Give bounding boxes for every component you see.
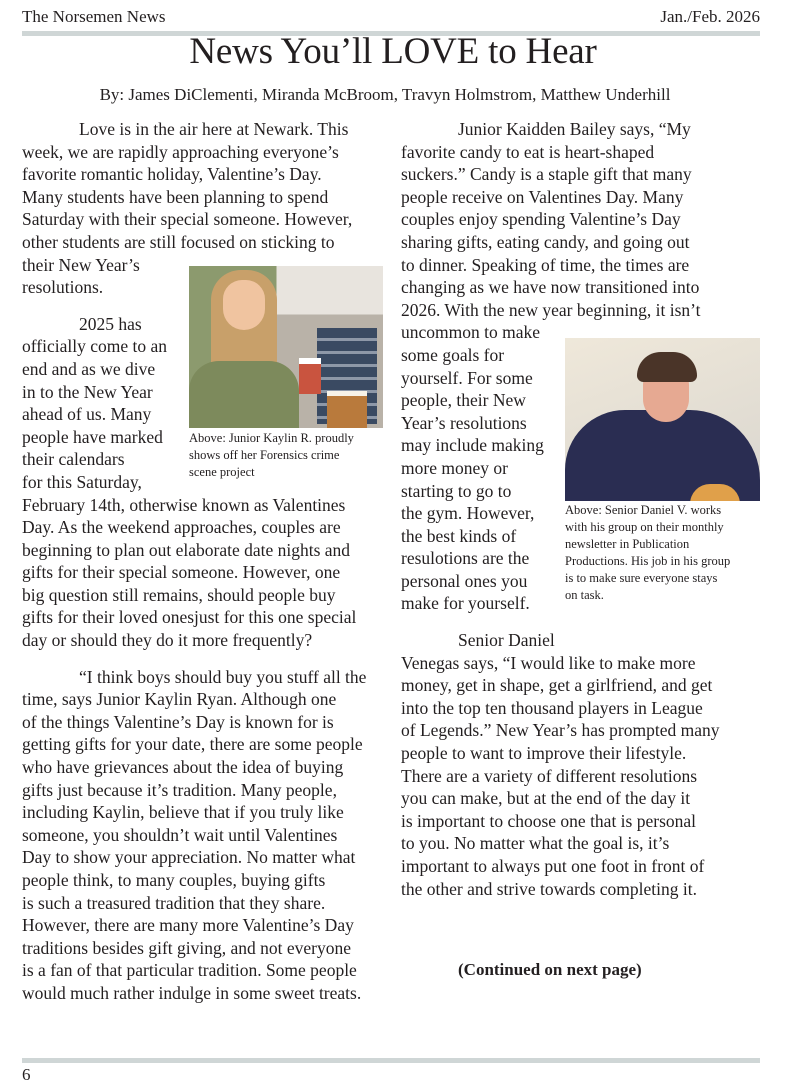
text-line: week, we are rapidly approaching everyone’s: [22, 141, 339, 162]
text-line: is such a treasured tradition that they share.: [22, 892, 326, 913]
photo-daniel-publication-productions: [565, 338, 760, 501]
text-line: the gym. However,: [401, 503, 535, 524]
caption-line: is to make sure everyone stays: [565, 571, 718, 585]
text-line: beginning to plan out elaborate date nights and: [22, 539, 351, 560]
caption-line: Above: Senior Daniel V. works: [565, 503, 722, 517]
text-line: day or should they do it more frequently?: [22, 630, 313, 651]
text-line: gifts just because it’s tradition. Many people,: [22, 779, 337, 800]
text-line: is important to choose one that is personal: [401, 810, 697, 831]
text-line: someone, you shouldn’t wait until Valentines: [22, 824, 338, 845]
text-line: officially come to an: [22, 336, 167, 357]
caption-line: shows off her Forensics crime: [189, 448, 340, 462]
text-line: important to always put one foot in front of: [401, 856, 705, 876]
text-line: is a fan of that particular tradition. Some people: [22, 960, 357, 981]
photo-caption: [565, 502, 730, 604]
text-line: 2025 has: [79, 313, 142, 334]
text-line: “I think boys should buy you stuff all the: [79, 666, 367, 687]
text-line: There are a variety of different resolutions: [401, 765, 698, 786]
text-line: Year’s resolutions: [401, 412, 527, 433]
text-line: people think, to many couples, buying gifts: [22, 870, 326, 890]
footer-rule: [22, 1058, 760, 1063]
text-line: yourself. For some: [401, 367, 533, 388]
text-line: in to the New Year: [22, 381, 153, 402]
text-line: money, get in shape, get a girlfriend, and get: [401, 675, 713, 696]
text-line: Venegas says, “I would like to make more: [401, 652, 696, 673]
text-line: people receive on Valentines Day. Many: [401, 186, 684, 207]
text-line: However, there are many more Valentine’s Day: [22, 915, 354, 936]
text-line: may include making: [401, 435, 544, 456]
text-line: people to want to improve their lifestyle.: [401, 743, 687, 764]
text-line: February 14th, otherwise known as Valentines: [22, 494, 346, 515]
text-line: of the things Valentine’s Day is known for is: [22, 711, 334, 732]
text-line: resulotions are the: [401, 548, 530, 569]
article-byline: By: James DiClementi, Miranda McBroom, Travyn Holmstrom, Matthew Underhill: [99, 85, 671, 104]
paragraph-3: [22, 666, 366, 1005]
page-number: 6: [22, 1065, 31, 1084]
text-line: you can make, but at the end of the day it: [401, 788, 691, 809]
text-line: other students are still focused on sticking to: [22, 231, 335, 252]
paragraph-5: [401, 629, 720, 900]
text-line: gifts for their special someone. However, one: [22, 562, 341, 583]
text-line: traditions besides gift giving, and not everyone: [22, 937, 352, 958]
left-column: [22, 118, 366, 1005]
text-line: their calendars: [22, 449, 125, 470]
text-line: Senior Daniel: [458, 630, 555, 651]
text-line: people, their New: [401, 390, 526, 411]
text-line: personal ones you: [401, 570, 528, 591]
text-line: who have grievances about the idea of buying: [22, 757, 344, 778]
text-line: changing as we have now transitioned into: [401, 277, 700, 298]
text-line: of Legends.” New Year’s has prompted many: [401, 720, 720, 741]
text-line: some goals for: [401, 344, 505, 365]
text-line: Day. As the weekend approaches, couples are: [22, 517, 341, 538]
text-line: including Kaylin, believe that if you truly like: [22, 802, 344, 823]
text-line: Junior Kaidden Bailey says, “My: [458, 119, 691, 139]
text-line: the best kinds of: [401, 525, 517, 546]
caption-line: on task.: [565, 588, 604, 602]
text-line: big question still remains, should people buy: [22, 584, 336, 605]
photo-caption: [189, 430, 354, 481]
text-line: sharing gifts, eating candy, and going out: [401, 231, 690, 252]
text-line: starting to go to: [401, 480, 512, 501]
publication-name: The Norsemen News: [22, 7, 166, 26]
text-line: Saturday with their special someone. However,: [22, 209, 353, 230]
photo-kaylin-forensics-project: [189, 266, 383, 428]
caption-line: with his group on their monthly: [565, 520, 724, 534]
text-line: Love is in the air here at Newark. This: [79, 119, 349, 139]
caption-line: Productions. His job in his group: [565, 554, 731, 568]
text-line: resolutions.: [22, 277, 104, 298]
issue-date: Jan./Feb. 2026: [660, 7, 760, 26]
text-line: favorite candy to eat is heart-shaped: [401, 141, 655, 162]
text-line: ahead of us. Many: [22, 404, 152, 425]
text-line: the other and strive towards completing it.: [401, 878, 697, 899]
text-line: getting gifts for your date, there are some people: [22, 734, 363, 755]
caption-line: newsletter in Publication: [565, 537, 690, 551]
caption-line: scene project: [189, 465, 255, 479]
text-line: suckers.” Candy is a staple gift that many: [401, 164, 692, 185]
text-line: people have marked: [22, 426, 163, 447]
text-line: to you. No matter what the goal is, it’s: [401, 833, 670, 854]
text-line: time, says Junior Kaylin Ryan. Although one: [22, 689, 337, 710]
caption-line: Above: Junior Kaylin R. proudly: [189, 431, 354, 445]
text-line: Day to show your appreciation. No matter what: [22, 847, 356, 868]
text-line: couples enjoy spending Valentine’s Day: [401, 209, 681, 230]
text-line: uncommon to make: [401, 322, 541, 343]
text-line: make for yourself.: [401, 593, 530, 614]
text-line: favorite romantic holiday, Valentine’s Day.: [22, 164, 322, 185]
text-line: end and as we dive: [22, 358, 156, 379]
text-line: gifts for their loved onesjust for this one special: [22, 607, 357, 628]
text-line: 2026. With the new year beginning, it isn’t: [401, 299, 701, 320]
text-line: their New Year’s: [22, 254, 140, 275]
article-title: News You’ll LOVE to Hear: [189, 31, 597, 72]
text-line: for this Saturday,: [22, 471, 142, 492]
text-line: to dinner. Speaking of time, the times are: [401, 254, 690, 275]
text-line: Many students have been planning to spend: [22, 186, 329, 207]
continued-notice: (Continued on next page): [458, 960, 642, 979]
text-line: would much rather indulge in some sweet treats.: [22, 982, 362, 1003]
text-line: into the top ten thousand players in League: [401, 697, 703, 718]
text-line: more money or: [401, 457, 508, 478]
